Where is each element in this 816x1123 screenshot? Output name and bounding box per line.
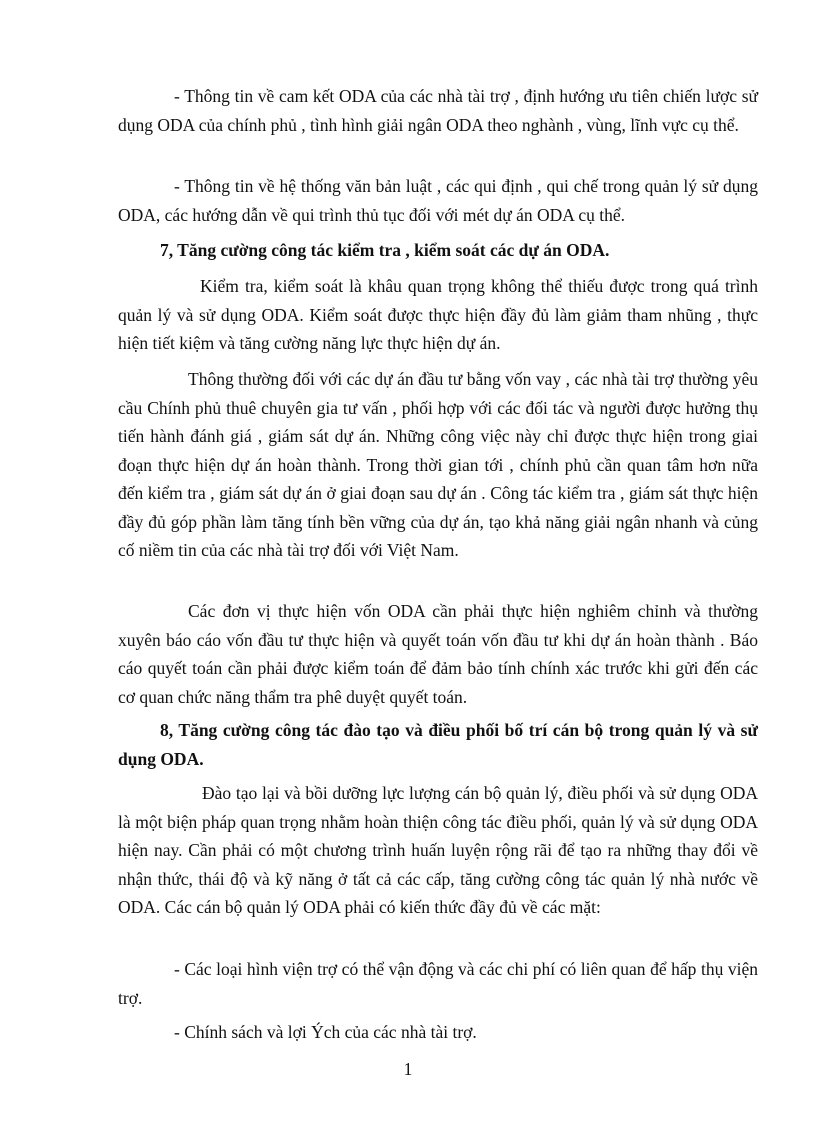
- paragraph-investment-reporting: Các đơn vị thực hiện vốn ODA cần phải thực hiện nghiêm chỉnh và thường xuyên báo cáo vốn đầu tư thực hiện và quyết toán vốn đầu tư khi dự án hoàn thành . Báo cáo quyết toán cần phải được kiểm toán để đảm bảo tính chính xác trước khi gửi đến các cơ quan chức năng thẩm tra phê duyệt quyết toán.: [118, 601, 758, 707]
- paragraph-staff-training: Đào tạo lại và bồi dưỡng lực lượng cán bộ quản lý, điều phối và sử dụng ODA là một biện pháp quan trọng nhằm hoàn thiện công tác điều phối, quản lý và sử dụng ODA hiện nay. Cần phải có một chương trình huấn luyện rộng rãi để tạo ra những thay đổi về nhận thức, thái độ và kỹ năng ở tất cả các cấp, tăng cường công tác quản lý nhà nước về ODA. Các cán bộ quản lý ODA phải có kiến thức đầy đủ về các mặt:: [118, 783, 758, 917]
- bullet-aid-types: - Các loại hình viện trợ có thể vận động và các chi phí có liên quan để hấp thụ viện trợ.: [118, 959, 758, 1008]
- paragraph-loan-project-monitoring: Thông thường đối với các dự án đầu tư bằng vốn vay , các nhà tài trợ thường yêu cầu Chính phủ thuê chuyên gia tư vấn , phối hợp với các đối tác và người được hưởng thụ tiến hành đánh giá , giám sát dự án. Những công việc này chỉ được thực hiện trong giai đoạn thực hiện dự án hoàn thành. Trong thời gian tới , chính phủ cần quan tâm hơn nữa đến kiểm tra , giám sát dự án ở giai đoạn sau dự án . Công tác kiểm tra , giám sát thực hiện đầy đủ góp phần làm tăng tính bền vững của dự án, tạo khả năng giải ngân nhanh và củng cố niềm tin của các nhà tài trợ đối với Việt Nam.: [118, 369, 758, 560]
- paragraph-oda-commitment-info: - Thông tin về cam kết ODA của các nhà tài trợ , định hướng ưu tiên chiến lược sử dụng ODA của chính phủ , tình hình giải ngân ODA theo nghành , vùng, lĩnh vực cụ thể.: [118, 86, 758, 135]
- section-heading-7: 7, Tăng cường công tác kiểm tra , kiểm soát các dự án ODA.: [160, 240, 610, 260]
- paragraph-inspection-role: Kiểm tra, kiểm soát là khâu quan trọng không thể thiếu được trong quá trình quản lý và sử dụng ODA. Kiểm soát được thực hiện đầy đủ làm giảm tham nhũng , thực hiện tiết kiệm và tăng cường năng lực thực hiện dự án.: [118, 276, 758, 353]
- paragraph-legal-documents-info: - Thông tin về hệ thống văn bản luật , các qui định , qui chế trong quản lý sử dụng ODA, các hướng dẫn về qui trình thủ tục đối với mét dự án ODA cụ thể.: [118, 176, 758, 225]
- section-heading-8: 8, Tăng cường công tác đào tạo và điều phối bố trí cán bộ trong quản lý và sử dụng ODA.: [118, 720, 758, 769]
- bullet-donor-policies: - Chính sách và lợi Ých của các nhà tài trợ.: [174, 1022, 477, 1042]
- page-number: 1: [403, 1059, 413, 1079]
